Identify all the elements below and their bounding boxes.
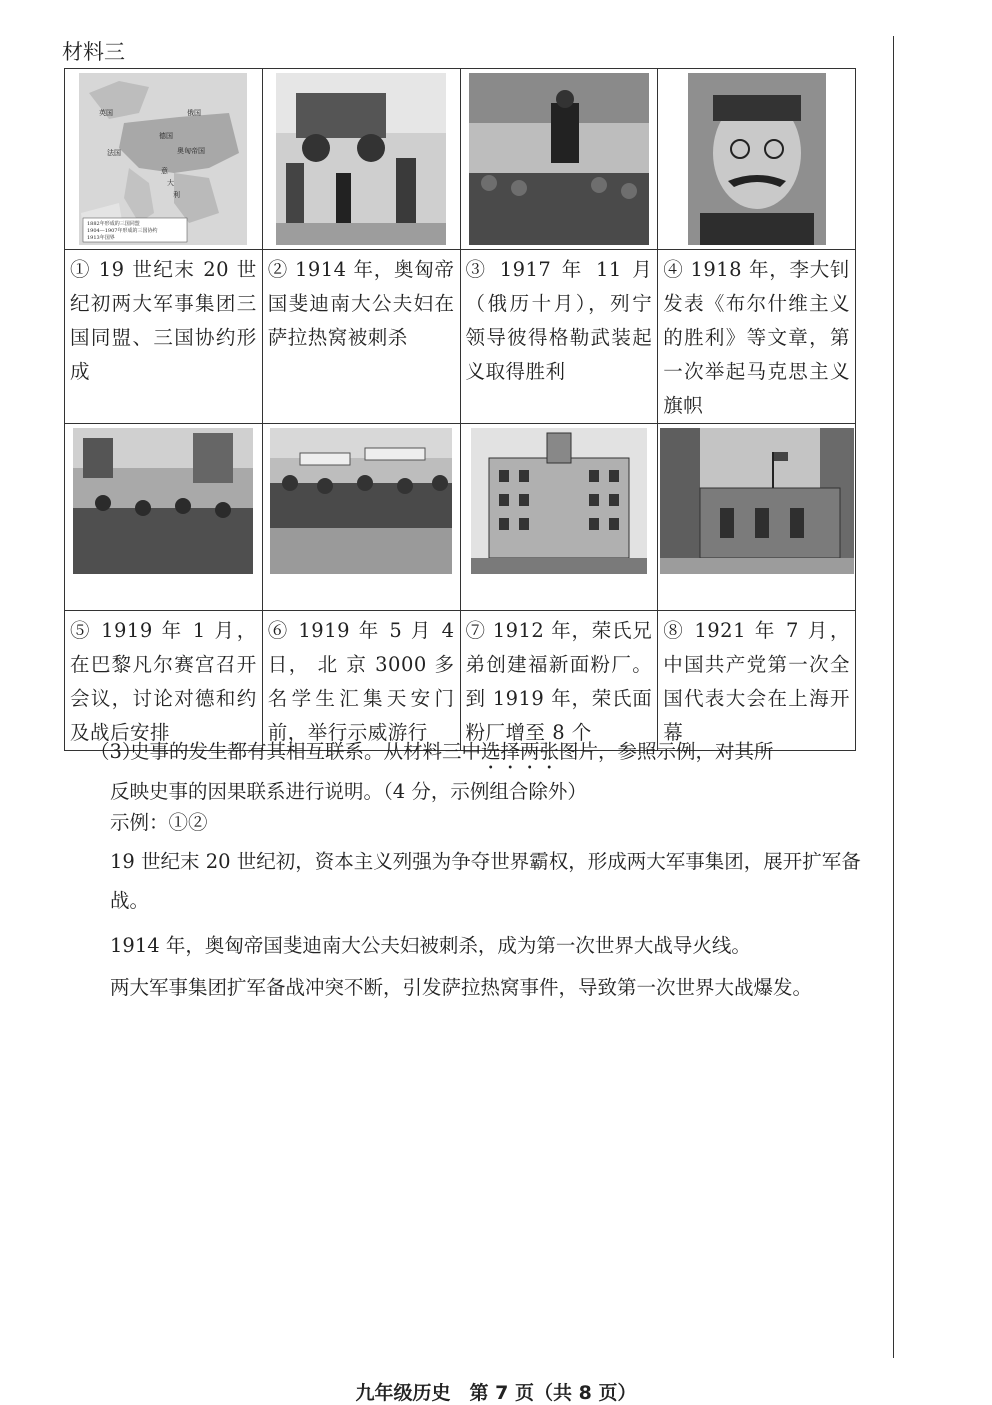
- caption-4: ④ 1918 年，李大钊发表《布尔什维主义的胜利》等文章，第一次举起马克思主义旗帜: [663, 258, 850, 417]
- map-label-italy-2: 大: [167, 179, 175, 187]
- map-legend-1: 1882年形成的三国同盟: [87, 221, 141, 227]
- question-3: [90, 734, 870, 810]
- caption-1: ① 19 世纪末 20 世纪初两大军事集团三国同盟、三国协约形成: [70, 258, 257, 383]
- image-cell-1: [65, 69, 263, 250]
- question-text-post: 图片，参照示例，对其所: [559, 740, 774, 763]
- map-legend-3: 1913年国界: [87, 235, 116, 241]
- caption-8: ⑧ 1921 年 7 月，中国共产党第一次全国代表大会在上海开幕: [663, 619, 850, 744]
- caption-5: ⑤ 1919 年 1 月，在巴黎凡尔赛宫召开会议，讨论对德和约及战后安排: [70, 619, 257, 744]
- caption-7: ⑦ 1912 年，荣氏兄弟创建福新面粉厂。到 1919 年，荣氏面粉厂增至 8 个: [465, 619, 653, 744]
- lenin-speech-image: [469, 73, 649, 245]
- europe-alliances-map-image: [79, 73, 247, 245]
- question-emphasis: 选择两张: [481, 740, 560, 763]
- caption-6: ⑥ 1919 年 5 月 4 日， 北 京 3000 多名学生汇集天安门前，举行示威游行: [267, 619, 455, 744]
- caption-cell-2: [262, 250, 460, 424]
- paris-peace-conference-image: [73, 428, 253, 574]
- material-title: 材料三: [62, 40, 125, 64]
- caption-2: ② 1914 年，奥匈帝国斐迪南大公夫妇在萨拉热窝被刺杀: [267, 258, 455, 349]
- map-label-austria: 奥匈帝国: [177, 147, 206, 155]
- question-line-2: 反映史事的因果联系进行说明。（4 分，示例组合除外）: [110, 780, 587, 803]
- image-cell-4: [658, 69, 856, 250]
- image-cell-3: [460, 69, 658, 250]
- example-paragraph-2: 1914 年，奥匈帝国斐迪南大公夫妇被刺杀，成为第一次世界大战导火线。: [110, 934, 751, 957]
- question-line-1: [130, 734, 870, 774]
- material-grid: [64, 68, 856, 751]
- map-label-germany: 德国: [159, 132, 174, 140]
- caption-cell-5: [65, 611, 263, 751]
- caption-cell-1: [65, 250, 263, 424]
- sarajevo-assassination-image: [276, 73, 446, 245]
- map-label-russia: 俄国: [187, 109, 202, 117]
- page-footer: 九年级历史 第 7 页（共 8 页）: [355, 1382, 637, 1404]
- first-cpc-congress-site-image: [660, 428, 854, 574]
- question-number: （3）: [90, 740, 142, 763]
- example-paragraph-1: 19 世纪末 20 世纪初，资本主义列强为争夺世界霸权，形成两大军事集团，展开扩军备战。: [110, 850, 861, 912]
- question-text-pre: 史事的发生都有其相互联系。从材料三中: [130, 740, 482, 763]
- map-label-italy-1: 意: [161, 167, 169, 175]
- example-paragraph-3: 两大军事集团扩军备战冲突不断，引发萨拉热窝事件，导致第一次世界大战爆发。: [110, 976, 813, 999]
- caption-cell-8: [658, 611, 856, 751]
- image-cell-8: [658, 424, 856, 611]
- map-label-france: 法国: [107, 149, 122, 157]
- page-margin-line: [893, 36, 894, 1358]
- fuxin-flour-mill-image: [471, 428, 647, 574]
- li-dazhao-portrait-image: [688, 73, 826, 245]
- may-fourth-movement-image: [270, 428, 452, 574]
- caption-cell-6: [262, 611, 460, 751]
- map-label-britain: 英国: [99, 109, 114, 117]
- image-cell-7: [460, 424, 658, 611]
- map-legend-2: 1904—1907年形成的三国协约: [87, 228, 158, 234]
- image-cell-6: [262, 424, 460, 611]
- caption-3: ③ 1917 年 11 月（俄历十月），列宁领导彼得格勒武装起义取得胜利: [465, 258, 653, 383]
- image-cell-5: [65, 424, 263, 611]
- caption-cell-4: [658, 250, 856, 424]
- image-cell-2: [262, 69, 460, 250]
- example-label: 示例：①②: [110, 811, 208, 834]
- map-label-italy-3: 利: [173, 191, 181, 199]
- caption-cell-3: [460, 250, 658, 424]
- caption-cell-7: [460, 611, 658, 751]
